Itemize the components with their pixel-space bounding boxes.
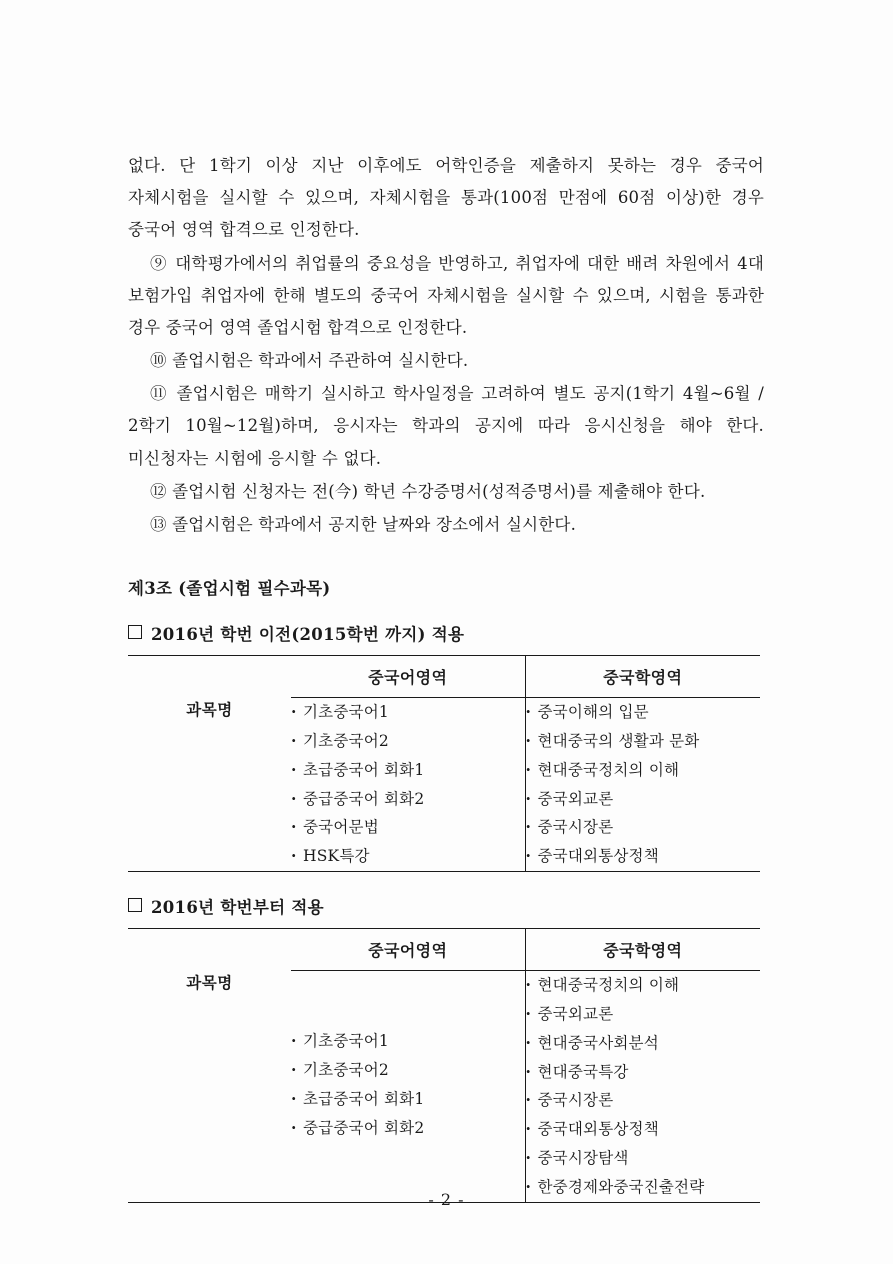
table-1-cell-chinese-studies bbox=[525, 698, 760, 872]
table-1-row-label: 과목명 bbox=[128, 698, 291, 872]
table-1-header-blank bbox=[128, 656, 291, 698]
list-item: · 한중경제와중국진출전략 bbox=[526, 1173, 761, 1202]
list-item: · 중국외교론 bbox=[526, 785, 761, 814]
list-item: · 중국시장론 bbox=[526, 813, 761, 842]
article-title: 제3조 (졸업시험 필수과목) bbox=[128, 579, 331, 599]
checkbox-square-icon bbox=[128, 625, 142, 639]
list-item: · 중국어문법 bbox=[291, 813, 525, 842]
paragraph-clause-13: ⑬ 졸업시험은 학과에서 공지한 날짜와 장소에서 실시한다. bbox=[150, 514, 577, 534]
list-item: · 중국대외통상정책 bbox=[526, 1115, 761, 1144]
table-2-left-list bbox=[291, 971, 525, 1142]
list-item: · 중국대외통상정책 bbox=[526, 842, 761, 871]
table-2-header-chinese-language: 중국어영역 bbox=[291, 929, 525, 971]
table-1-header-chinese-studies: 중국학영역 bbox=[525, 656, 760, 698]
table-1-heading bbox=[128, 621, 764, 645]
list-item: · 중급중국어 회화2 bbox=[291, 1114, 525, 1143]
table-2-right-list bbox=[526, 971, 761, 1202]
table-2-header-chinese-studies: 중국학영역 bbox=[525, 929, 760, 971]
table-2-heading bbox=[128, 894, 764, 918]
list-item: · 현대중국정치의 이해 bbox=[526, 971, 761, 1000]
paragraph-clause-12: ⑫ 졸업시험 신청자는 전(今) 학년 수강증명서(성적증명서)를 제출해야 한다. bbox=[150, 481, 706, 501]
list-item: · 현대중국사회분석 bbox=[526, 1029, 761, 1058]
table-1-header-chinese-language: 중국어영역 bbox=[291, 656, 525, 698]
table-header-row bbox=[128, 656, 760, 698]
list-item: · 중급중국어 회화2 bbox=[291, 785, 525, 814]
list-item: · 중국외교론 bbox=[526, 1000, 761, 1029]
page-number: - 2 - bbox=[428, 1190, 465, 1209]
table-header-row bbox=[128, 929, 760, 971]
table-curriculum-from2016 bbox=[128, 928, 760, 1203]
paragraph-clause-10: ⑩ 졸업시험은 학과에서 주관하여 실시한다. bbox=[150, 351, 469, 371]
table-2-row-label: 과목명 bbox=[128, 971, 291, 1203]
list-item: · 기초중국어2 bbox=[291, 1056, 525, 1085]
list-item: · 현대중국정치의 이해 bbox=[526, 756, 761, 785]
document-body bbox=[128, 150, 764, 1203]
table-1-left-list bbox=[291, 698, 525, 871]
table-2-cell-chinese-language bbox=[291, 971, 525, 1203]
checkbox-square-icon bbox=[128, 898, 142, 912]
list-item: · 초급중국어 회화1 bbox=[291, 756, 525, 785]
table-2-cell-chinese-studies bbox=[525, 971, 760, 1203]
table-1-cell-chinese-language bbox=[291, 698, 525, 872]
table-row bbox=[128, 698, 760, 872]
list-item: · 현대중국의 생활과 문화 bbox=[526, 727, 761, 756]
list-item: · 기초중국어2 bbox=[291, 727, 525, 756]
list-item: · HSK특강 bbox=[291, 842, 525, 871]
table-1-heading-text: 2016년 학번 이전(2015학번 까지) 적용 bbox=[151, 625, 465, 645]
table-curriculum-pre2016 bbox=[128, 655, 760, 872]
table-2-header-blank bbox=[128, 929, 291, 971]
list-item: · 기초중국어1 bbox=[291, 1027, 525, 1056]
table-row bbox=[128, 971, 760, 1203]
table-2-heading-text: 2016년 학번부터 적용 bbox=[151, 898, 324, 918]
paragraph-continued: 없다. 단 1학기 이상 지난 이후에도 어학인증을 제출하지 못하는 경우 중국어 자체시험을 실시할 수 있으며, 자체시험을 통과(100점 만점에 60점 이상)한 경우 중국어 영역 합격으로 인정한다. bbox=[128, 156, 764, 240]
list-item: · 초급중국어 회화1 bbox=[291, 1085, 525, 1114]
list-item: · 현대중국특강 bbox=[526, 1058, 761, 1087]
paragraph-clause-9: ⑨ 대학평가에서의 취업률의 중요성을 반영하고, 취업자에 대한 배려 차원에서 4대 보험가입 취업자에 한해 별도의 중국어 자체시험을 실시할 수 있으며, 시험을 통과한 경우 중국어 영역 졸업시험 합격으로 인정한다. bbox=[128, 253, 764, 337]
list-item: · 중국이해의 입문 bbox=[526, 698, 761, 727]
table-1-right-list bbox=[526, 698, 761, 871]
list-item: · 중국시장론 bbox=[526, 1086, 761, 1115]
list-item: · 기초중국어1 bbox=[291, 698, 525, 727]
list-item: · 중국시장탐색 bbox=[526, 1144, 761, 1173]
paragraph-clause-11: ⑪ 졸업시험은 매학기 실시하고 학사일정을 고려하여 별도 공지(1학기 4월~6월 / 2학기 10월~12월)하며, 응시자는 학과의 공지에 따라 응시신청을 해야 한다. 미신청자는 시험에 응시할 수 없다. bbox=[128, 384, 764, 468]
